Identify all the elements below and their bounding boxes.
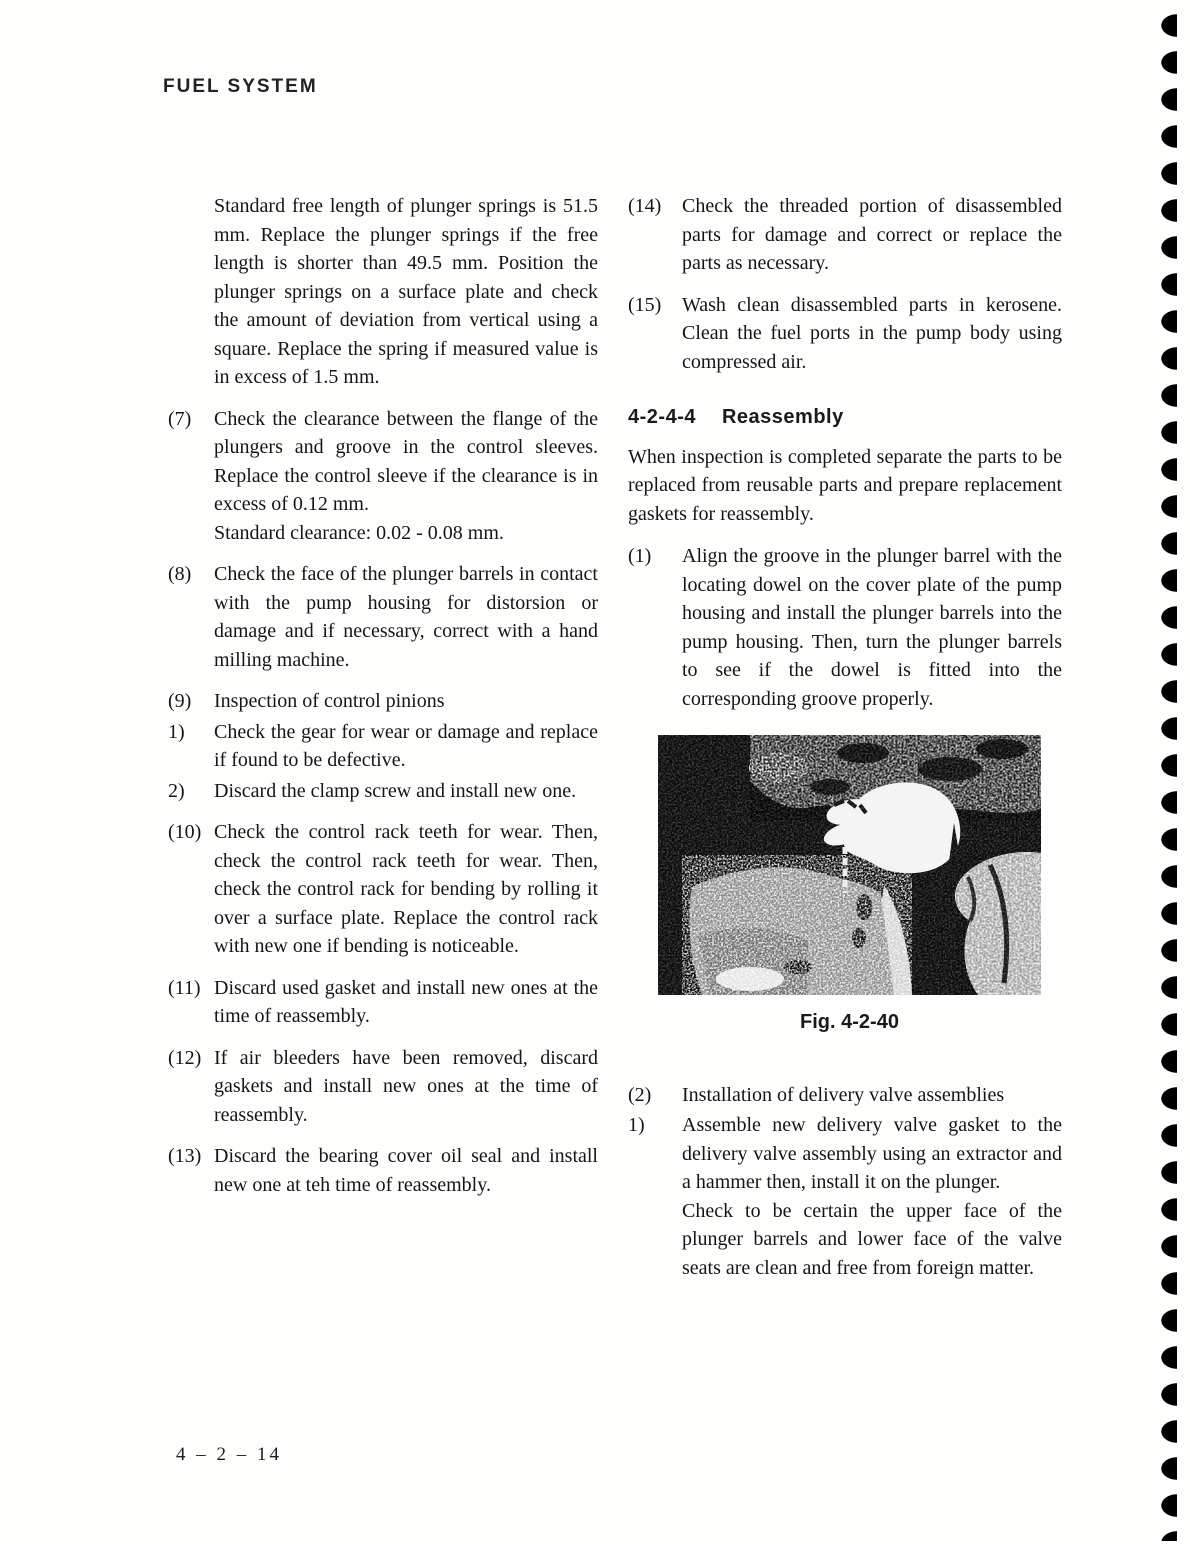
list-item-14 [628,192,1062,278]
list-item-7 [168,405,598,548]
item-text: Check the gear for wear or damage and replace if found to be defective. [214,720,598,771]
item-text: Discard used gasket and install new ones at the time of reassembly. [214,976,598,1027]
item-number: 2) [168,779,185,802]
list-item-13 [168,1142,598,1199]
item-text: Inspection of control pinions [214,690,445,712]
item-text: Check the threaded portion of disassembled parts for damage and correct or replace the parts as necessary. [682,195,1062,274]
section-number: 4-2-4-4 [628,406,696,428]
item-number: (9) [168,690,192,712]
item-number: (14) [628,195,662,217]
item-text: Discard the clamp screw and install new one. [214,779,577,802]
list-item-8 [168,560,598,674]
list-item-15 [628,291,1062,377]
page-number: 4 – 2 – 14 [176,1444,282,1465]
item-text: Wash clean disassembled parts in kerosene. Clean the fuel ports in the pump body using compressed air. [682,293,1062,373]
list-item-2 [628,1081,1062,1110]
left-column [168,192,598,1212]
item-number: (8) [168,563,192,585]
item-text: Check the control rack teeth for wear. Then, check the control rack teeth for wear. Then, check the control rack for bending by rolling it over a surface plate. Replace the control rack with new one if bending is noticeable. [214,821,598,957]
item-text: Assemble new delivery valve gasket to the delivery valve assembly using an extractor and a hammer then, install it on the plunger. Check to be certain the upper face of the plunger barrels and lower face of the valve seats are clean and free from foreign matter. [682,1114,1062,1279]
item-text: If air bleeders have been removed, discard gaskets and install new ones at the time of reassembly. [214,1046,598,1126]
page-header: FUEL SYSTEM [163,76,318,97]
list-item-10 [168,818,598,961]
item-number: (10) [168,821,202,843]
item-text: Installation of delivery valve assemblies [682,1083,1005,1106]
list-item-9 [168,687,598,716]
item-text: Check the face of the plunger barrels in contact with the pump housing for distorsion or damage and if necessary, correct with a hand milling machine. [214,563,598,671]
item-number: (7) [168,407,192,430]
right-column [628,192,1062,1295]
figure [658,735,1041,1037]
figure-caption: Fig. 4-2-40 [800,1011,899,1033]
item-text: Align the groove in the plunger barrel with the locating dowel on the cover plate of the pump housing and install the plunger barrels into the pump housing. Then, turn the plunger barrels to see if the dowel is fitted into the corresponding groove properly. [682,545,1062,710]
section-title: Reassembly [721,406,844,428]
binding-marks [1161,7,1177,1541]
item-number: (11) [168,976,201,999]
section-heading [628,403,1062,432]
list-subitem-2 [168,777,598,806]
item-text: Discard the bearing cover oil seal and install new one at teh time of reassembly. [214,1145,598,1196]
item-number: 1) [168,720,185,743]
list-item-12 [168,1044,598,1130]
item-number: (12) [168,1046,202,1069]
item-number: (2) [628,1083,652,1106]
item-number: (15) [628,293,662,316]
list-subitem-1-bottom [628,1111,1062,1282]
item-number: (1) [628,545,652,567]
item-text: Check the clearance between the flange of the plungers and groove in the control sleeves. Replace the control sleeve if the clearance is in excess of 0.12 mm. Standard clearance: 0.02 - 0.08 mm. [214,407,598,544]
list-item-1 [628,542,1062,713]
item-number: 1) [628,1114,645,1136]
list-item-11 [168,974,598,1031]
figure-photo [658,735,1041,995]
item-number: (13) [168,1145,202,1167]
list-subitem-1 [168,718,598,775]
intro-paragraph: Standard free length of plunger springs is 51.5 mm. Replace the plunger springs if the free length is shorter than 49.5 mm. Position the plunger springs on a surface plate and check the amount of deviation from vertical using a square. Replace the spring if measured value is in excess of 1.5 mm. [214,195,598,388]
section-intro-paragraph: When inspection is completed separate the parts to be replaced from reusable parts and prepare replacement gaskets for reassembly. [628,445,1062,525]
